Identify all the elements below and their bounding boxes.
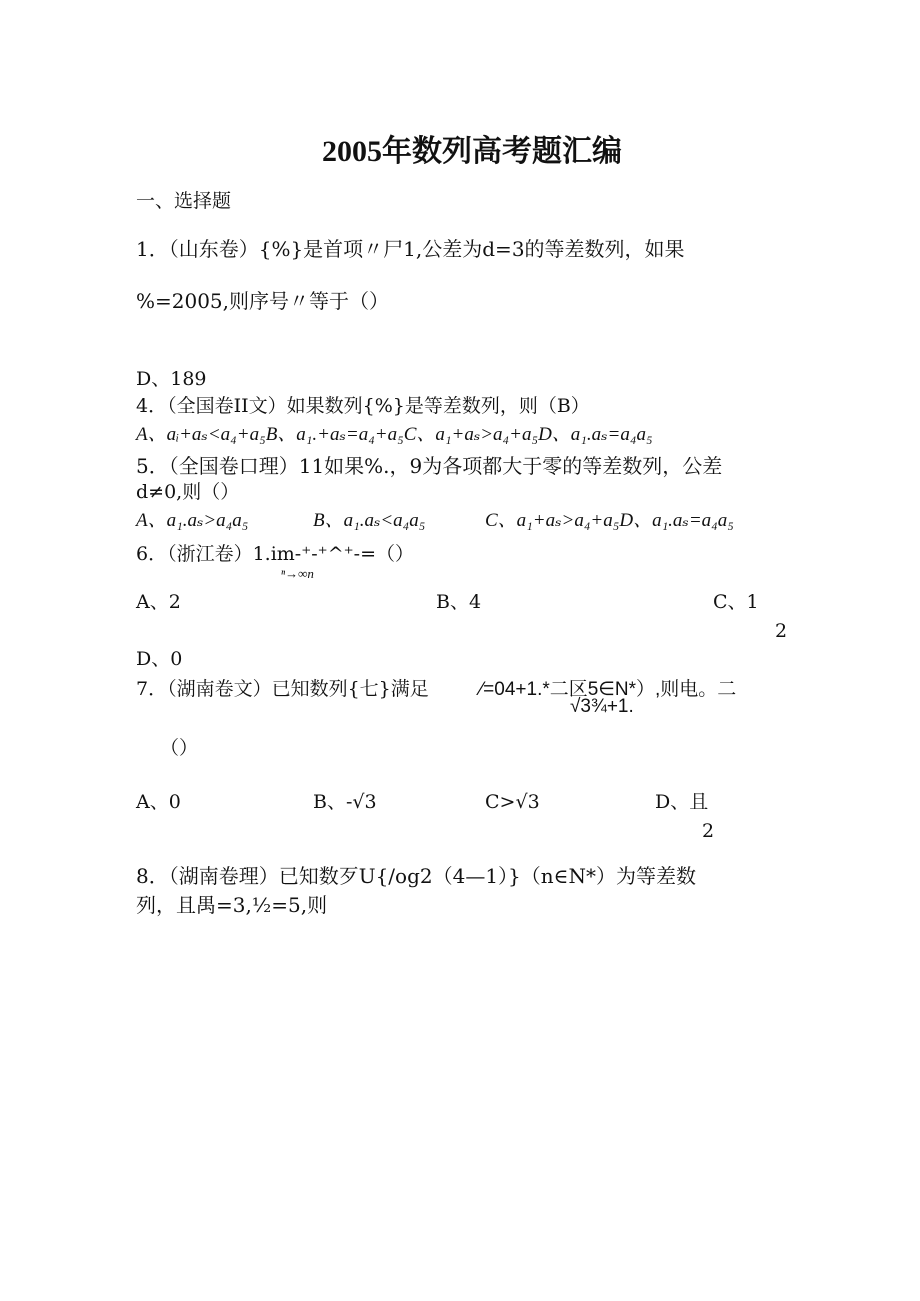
question-7-formula: ⁄=04+1.*二区5∈N*）,则电。二 xyxy=(480,679,737,700)
question-6-option-a: A、2 xyxy=(136,591,181,613)
question-6-option-c-denominator: 2 xyxy=(775,620,788,642)
question-7-option-d-denominator: 2 xyxy=(702,820,715,842)
question-5-line-1: 5．（全国卷口理）11如果%.，9为各项都大于零的等差数列，公差 xyxy=(136,454,723,478)
question-1-line-1: 1．（山东卷）{%}是首项〃尸1,公差为d=3的等差数列，如果 xyxy=(136,237,685,261)
question-7-option-b: B、-√3 xyxy=(313,791,377,813)
question-5-option-b: B、a₁.aₛ<a₄a₅ xyxy=(313,510,426,531)
question-8-line-2: 列，且禺=3,½=5,则 xyxy=(136,893,328,917)
question-7-option-c: C>√3 xyxy=(485,791,540,813)
question-6-stem: 6．（浙江卷）1.im-⁺-⁺^⁺-=（） xyxy=(136,543,414,565)
question-7-option-a: A、0 xyxy=(136,791,181,813)
question-1-option-d: D、189 xyxy=(136,368,207,390)
page-title: 2005年数列高考题汇编 xyxy=(322,135,622,168)
question-7-formula-denominator: √3¾+1. xyxy=(570,696,634,717)
question-5-line-2: d≠0,则（） xyxy=(136,481,240,503)
section-heading: 一、选择题 xyxy=(136,190,232,212)
question-4-options: A、aᵢ+aₛ<a₄+a₅B、a₁.+aₛ=a₄+a₅C、a₁+aₛ>a₄+a₅D、a₁.aₛ=a₄a₅ xyxy=(136,424,653,445)
question-8-line-1: 8．（湖南卷理）已知数歹U{/og2（4—1）}（n∈N*）为等差数 xyxy=(136,864,696,888)
question-5-option-cd: C、a₁+aₛ>a₄+a₅D、a₁.aₛ=a₄a₅ xyxy=(485,510,734,531)
question-7-answer-blank: （） xyxy=(160,737,199,759)
question-1-line-2: %=2005,则序号〃等于（） xyxy=(136,289,390,313)
question-6-option-c: C、1 xyxy=(713,591,759,613)
question-6-limit-subscript: ⁿ→∞n xyxy=(281,566,314,581)
question-5-option-a: A、a₁.aₛ>a₄a₅ xyxy=(136,510,249,531)
question-7-option-d: D、且 xyxy=(655,791,709,813)
question-7-stem: 7．（湖南卷文）已知数列{七}满足 xyxy=(136,678,429,700)
question-4-stem: 4．（全国卷II文）如果数列{%}是等差数列，则（B） xyxy=(136,395,590,417)
question-6-option-b: B、4 xyxy=(436,591,482,613)
question-6-option-d: D、0 xyxy=(136,648,183,670)
